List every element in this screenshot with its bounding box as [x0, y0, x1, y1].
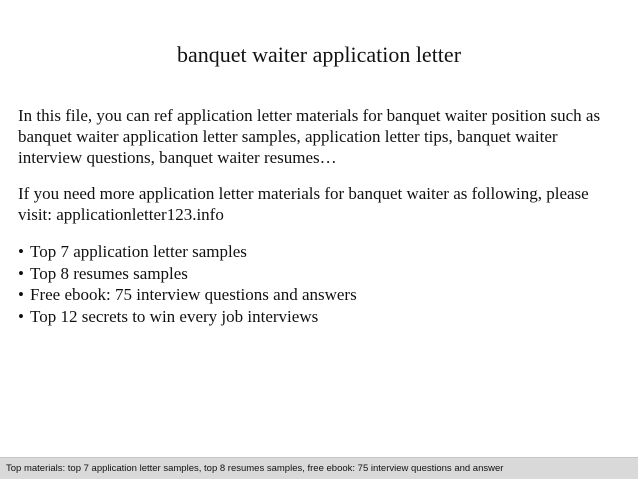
bullet-item: [18, 306, 623, 328]
intro-paragraph: In this file, you can ref application letter materials for banquet waiter position such as banquet waiter application letter samples, application letter tips, banquet waiter interview questions, banquet waiter resumes…: [18, 106, 601, 167]
bullet-item: [18, 284, 623, 306]
bullet-glyph: •: [18, 263, 24, 283]
more-info-paragraph: If you need more application letter materials for banquet waiter as following, please visit: applicationletter123.info: [18, 184, 589, 224]
bullet-glyph: •: [18, 285, 24, 304]
bullet-text: Free ebook: 75 interview questions and answers: [30, 285, 357, 304]
bullet-list: [18, 241, 623, 327]
bullet-glyph: •: [18, 306, 24, 326]
bullet-item: [18, 263, 623, 285]
footer-bar: [0, 457, 638, 479]
bullet-text: Top 8 resumes samples: [30, 263, 188, 283]
bullet-text: Top 12 secrets to win every job interviews: [30, 306, 319, 326]
bullet-item: [18, 241, 623, 263]
slide-title: banquet waiter application letter: [176, 42, 462, 67]
footer-text: Top materials: top 7 application letter samples, top 8 resumes samples, free ebook: 75 interview questions and answer: [6, 463, 504, 474]
bullet-glyph: •: [18, 242, 24, 261]
bullet-text: Top 7 application letter samples: [30, 242, 247, 261]
